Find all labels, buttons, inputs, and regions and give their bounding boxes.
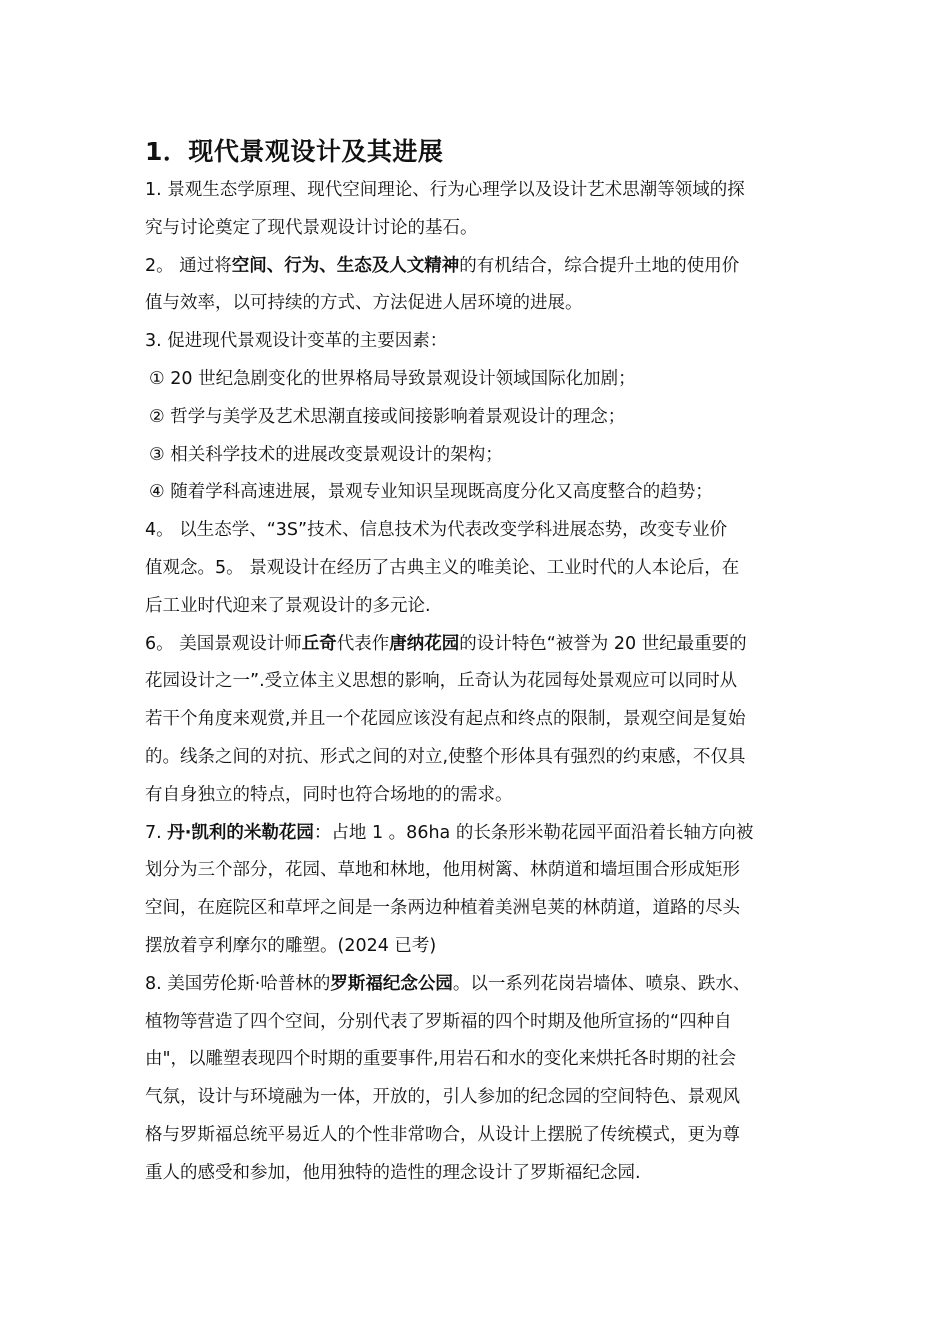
text-span: 格与罗斯福总统平易近人的个性非常吻合，从设计上摆脱了传统模式，更为尊 xyxy=(145,1124,740,1145)
text-span: ③ 相关科学技术的进展改变景观设计的架构； xyxy=(149,444,503,465)
list-item xyxy=(145,437,820,475)
text-line xyxy=(145,890,820,928)
text-line xyxy=(145,739,820,777)
text-span: 4。 以生态学、“3S”技术、信息技术为代表改变学科进展态势，改变专业价 xyxy=(145,520,728,541)
text-span: 植物等营造了四个空间，分别代表了罗斯福的四个时期及他所宣扬的“四种自 xyxy=(145,1011,732,1032)
text-span: 由"，以雕塑表现四个时期的重要事件,用岩石和水的变化来烘托各时期的社会 xyxy=(145,1049,737,1070)
list-item xyxy=(145,474,820,512)
bold-term: 丘奇 xyxy=(301,633,337,654)
text-line xyxy=(145,550,820,588)
text-line xyxy=(145,1155,820,1193)
text-span: 2。 通过将 xyxy=(145,255,232,276)
text-span: ：占地 1 。86ha 的长条形米勒花园平面沿着长轴方向被 xyxy=(313,822,754,843)
text-span: 有自身独立的特点，同时也符合场地的的需求。 xyxy=(145,784,513,805)
text-line xyxy=(145,323,820,361)
bold-term: 唐纳花园 xyxy=(389,633,460,654)
text-line xyxy=(145,701,820,739)
text-line xyxy=(145,852,820,890)
text-span: 花园设计之一”.受立体主义思想的影响，丘奇认为花园每处景观应可以同时从 xyxy=(145,671,738,692)
text-span: 划分为三个部分，花园、草地和林地，他用树篱、林荫道和墙垣围合形成矩形 xyxy=(145,860,740,881)
text-span: 后工业时代迎来了景观设计的多元论. xyxy=(145,595,431,616)
section-heading: 1．现代景观设计及其进展 xyxy=(145,137,444,166)
text-line xyxy=(145,928,820,966)
text-span: 值观念。5。 景观设计在经历了古典主义的唯美论、工业时代的人本论后，在 xyxy=(145,557,740,578)
text-line xyxy=(145,1041,820,1079)
text-line xyxy=(145,248,820,286)
text-span: ① 20 世纪急剧变化的世界格局导致景观设计领域国际化加剧； xyxy=(149,368,636,389)
text-line xyxy=(145,1004,820,1042)
text-span: 代表作 xyxy=(336,633,390,654)
text-line xyxy=(145,210,820,248)
list-item xyxy=(145,361,820,399)
text-span: 摆放着亨利摩尔的雕塑。(2024 已考) xyxy=(145,935,437,956)
bold-term: 丹·凯利的米勒花园 xyxy=(167,822,314,843)
text-span: 6。 美国景观设计师 xyxy=(145,633,302,654)
text-span: 气氛，设计与环境融为一体，开放的，引人参加的纪念园的空间特色、景观风 xyxy=(145,1087,740,1108)
bold-term: 罗斯福纪念公园 xyxy=(330,973,453,994)
text-span: 值与效率，以可持续的方式、方法促进人居环境的进展。 xyxy=(145,293,583,314)
text-line xyxy=(145,966,820,1004)
text-span: 究与讨论奠定了现代景观设计讨论的基石。 xyxy=(145,217,478,238)
text-span: 的设计特色“被誉为 20 世纪最重要的 xyxy=(459,633,747,654)
text-span: ② 哲学与美学及艺术思潮直接或间接影响着景观设计的理念； xyxy=(149,406,626,427)
text-span: 若干个角度来观赏,并且一个花园应该没有起点和终点的限制，景观空间是复始 xyxy=(145,709,746,730)
document-body xyxy=(145,172,820,1193)
list-item xyxy=(145,399,820,437)
text-line xyxy=(145,1117,820,1155)
text-span: 7. xyxy=(145,822,168,843)
text-line xyxy=(145,777,820,815)
text-span: 8. 美国劳伦斯·哈普林的 xyxy=(145,973,331,994)
text-line xyxy=(145,172,820,210)
text-line xyxy=(145,588,820,626)
text-span: 空间，在庭院区和草坪之间是一条两边种植着美洲皂荚的林荫道，道路的尽头 xyxy=(145,898,740,919)
text-line xyxy=(145,512,820,550)
bold-term: 空间、行为、生态及人文精神 xyxy=(231,255,460,276)
text-span: 的。线条之间的对抗、形式之间的对立,使整个形体具有强烈的约束感，不仅具 xyxy=(145,746,746,767)
text-span: ④ 随着学科高速进展，景观专业知识呈现既高度分化又高度整合的趋势； xyxy=(149,482,713,503)
text-span: 的有机结合，综合提升土地的使用价 xyxy=(459,255,740,276)
text-span: 。以一系列花岗岩墙体、喷泉、跌水、 xyxy=(452,973,751,994)
text-line xyxy=(145,285,820,323)
text-span: 重人的感受和参加，他用独特的造性的理念设计了罗斯福纪念园. xyxy=(145,1162,641,1183)
text-span: 1. 景观生态学原理、现代空间理论、行为心理学以及设计艺术思潮等领域的探 xyxy=(145,180,745,200)
text-line xyxy=(145,1079,820,1117)
text-line xyxy=(145,663,820,701)
text-span: 3. 促进现代景观设计变革的主要因素： xyxy=(145,331,448,352)
text-line xyxy=(145,815,820,853)
text-line xyxy=(145,626,820,664)
